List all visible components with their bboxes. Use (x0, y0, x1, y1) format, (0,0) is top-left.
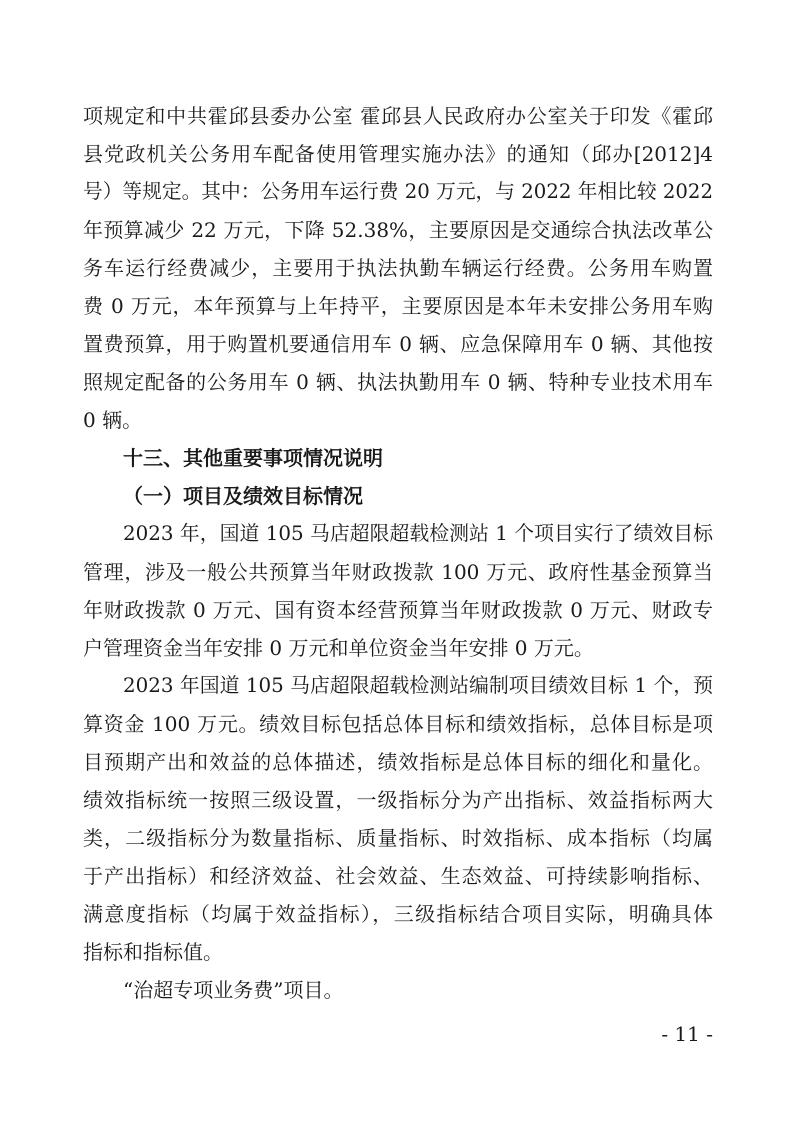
body-text-line: 绩效指标统一按照三级设置，一级指标分为产出指标、效益指标两大 (83, 788, 713, 812)
body-text-line: 2023 年，国道 105 马店超限超载检测站 1 个项目实行了绩效目标 (123, 522, 713, 545)
body-text-line: 2023 年国道 105 马店超限超载检测站编制项目绩效目标 1 个，预 (123, 674, 713, 697)
body-text-line: 0 辆。 (83, 408, 143, 432)
body-text-line: 指标和指标值。 (83, 940, 223, 964)
body-text-line: 户管理资金当年安排 0 万元和单位资金当年安排 0 万元。 (83, 636, 594, 660)
body-text-line: 项规定和中共霍邱县委办公室 霍邱县人民政府办公室关于印发《霍邱 (83, 104, 713, 128)
body-text-line: 照规定配备的公务用车 0 辆、执法执勤用车 0 辆、特种专业技术用车 (83, 370, 713, 394)
body-text-line: 满意度指标（均属于效益指标），三级指标结合项目实际，明确具体 (83, 902, 713, 926)
section-heading: 十三、其他重要事项情况说明 (123, 446, 383, 470)
body-text-line: 费 0 万元，本年预算与上年持平，主要原因是本年未安排公务用车购 (83, 294, 713, 318)
body-text-line: 于产出指标）和经济效益、社会效益、生态效益、可持续影响指标、 (83, 864, 713, 888)
body-text-line: 置费预算，用于购置机要通信用车 0 辆、应急保障用车 0 辆、其他按 (83, 332, 713, 356)
body-text-line: 管理，涉及一般公共预算当年财政拨款 100 万元、政府性基金预算当 (83, 560, 713, 584)
body-text-line: 年财政拨款 0 万元、国有资本经营预算当年财政拨款 0 万元、财政专 (83, 598, 713, 622)
subsection-heading: （一）项目及绩效目标情况 (123, 484, 363, 508)
body-text-line: 县党政机关公务用车配备使用管理实施办法》的通知（邱办[2012]4 (83, 142, 713, 166)
body-text-line: 号）等规定。其中：公务用车运行费 20 万元，与 2022 年相比较 2022 (83, 180, 713, 203)
body-text-line: 目预期产出和效益的总体描述，绩效指标是总体目标的细化和量化。 (83, 750, 713, 774)
body-text-line: 算资金 100 万元。绩效目标包括总体目标和绩效指标，总体目标是项 (83, 712, 713, 736)
body-text-line: 年预算减少 22 万元，下降 52.38%，主要原因是交通综合执法改革公 (83, 218, 713, 242)
body-text-line: “治超专项业务费”项目。 (123, 978, 344, 1002)
page-number: - 11 - (661, 1022, 713, 1046)
body-text-line: 务车运行经费减少，主要用于执法执勤车辆运行经费。公务用车购置 (83, 256, 713, 280)
body-text-line: 类，二级指标分为数量指标、质量指标、时效指标、成本指标（均属 (83, 826, 713, 850)
